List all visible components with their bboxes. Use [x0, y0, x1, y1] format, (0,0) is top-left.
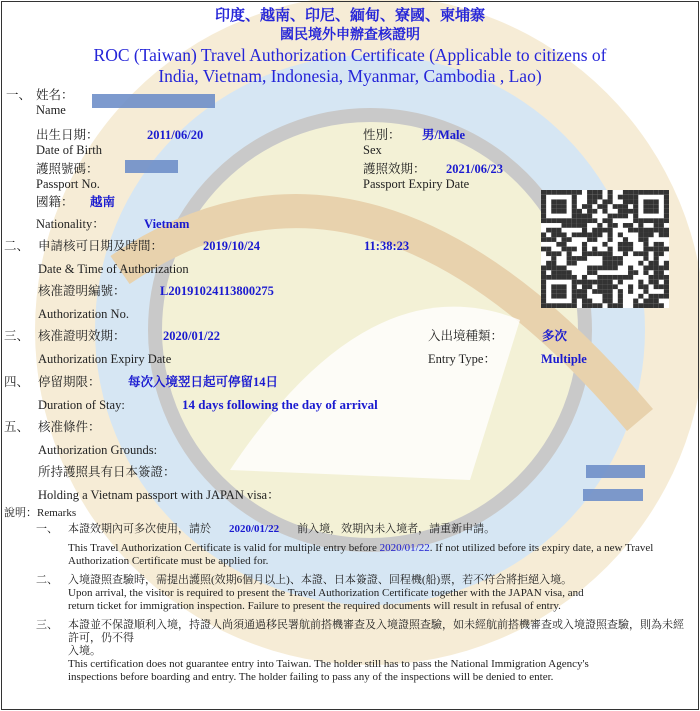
auth-datetime-label-en: Date & Time of Authorization: [38, 262, 189, 276]
redacted-passport-no: [125, 160, 178, 173]
remark-1-en: [68, 542, 694, 568]
sex-value: 男/Male: [422, 128, 466, 142]
remark-3: [36, 619, 694, 684]
auth-date-value: 2019/10/24: [203, 239, 260, 253]
remarks-label: 說明：Remarks: [4, 507, 77, 519]
dob-value: 2011/06/20: [147, 128, 204, 142]
grounds-label-zh: 核准條件：: [38, 420, 101, 434]
remarks-list: [36, 523, 694, 690]
remark-1: [36, 523, 694, 568]
section-2-number: 二、: [4, 239, 30, 253]
sex-label-en: Sex: [363, 143, 382, 157]
passport-label-en: Passport No.: [36, 177, 100, 191]
expiry-value: 2020/01/22: [163, 329, 220, 343]
remark-2-en-1: Upon arrival, the visitor is required to present the Travel Authorization Certificate together with the JAPAN visa, and: [68, 587, 584, 599]
name-label-en: Name: [36, 103, 66, 117]
remark-3-number: 三、: [36, 619, 58, 631]
grounds-label-en: Authorization Grounds:: [38, 443, 158, 457]
redacted-visa-info-1: [586, 465, 645, 478]
redacted-name: [92, 94, 215, 108]
qr-code: [541, 190, 669, 308]
stay-value: 14 days following the day of arrival: [182, 397, 378, 412]
dob-label-en: Date of Birth: [36, 143, 102, 157]
remark-1-zh-b: 前入境，效期內未入境者，請重新申請。: [297, 523, 496, 535]
auth-datetime-label-zh: 申請核可日期及時間：: [38, 239, 164, 253]
entry-type-label-en: Entry Type：: [428, 352, 496, 366]
expiry-label-zh: 核准證明效期：: [38, 329, 126, 343]
stay-label-zh: 停留期限：: [38, 375, 101, 389]
name-label-zh: 姓名：: [36, 88, 74, 102]
passport-expiry-value: 2021/06/23: [446, 162, 503, 176]
remark-2-number: 二、: [36, 574, 58, 586]
remark-1-zh-a: 本證效期內可多次使用，請於: [68, 523, 211, 535]
remark-2-en-2: return ticket for immigration inspection. Failure to present the required documents will result in refusal of entry.: [68, 600, 561, 612]
expiry-label-en: Authorization Expiry Date: [38, 352, 172, 366]
sex-label-zh: 性別：: [363, 128, 401, 142]
stay-label-en: Duration of Stay:: [38, 398, 125, 412]
stay-value-zh: 每次入境翌日起可停留14日: [128, 375, 279, 389]
nationality-label-en: Nationality：: [36, 217, 105, 231]
section-5-number: 五、: [4, 420, 30, 434]
remark-3-en-2: inspections before boarding and entry. The holder failing to pass any of the inspections will be denied to enter.: [68, 671, 554, 683]
nationality-value-zh: 越南: [90, 195, 116, 209]
passport-expiry-label-zh: 護照效期：: [363, 162, 426, 176]
entry-type-label-zh: 入出境種類：: [428, 329, 504, 343]
remark-3-zh-1: 本證並不保證順利入境，持證人尚須通過移民署航前搭機審查及入境證照查驗，如未經航前搭機審查或入境證照查驗，則為未經許可，仍不得: [68, 619, 684, 644]
dob-label-zh: 出生日期：: [36, 128, 99, 142]
nationality-label-zh: 國籍：: [36, 195, 74, 209]
nationality-value: Vietnam: [144, 217, 190, 231]
auth-no-label-en: Authorization No.: [38, 307, 129, 321]
section-1-number: 一、: [6, 88, 32, 102]
remark-3-en-1: This certification does not guarantee entry into Taiwan. The holder still has to pass the National Immigration Agency's: [68, 658, 589, 670]
remark-2-zh: 入境證照查驗時，需提出護照(效期6個月以上)、本證、日本簽證、回程機(船)票，若不符合將拒絕入境。: [68, 574, 573, 586]
section-4-number: 四、: [4, 375, 30, 389]
remark-1-en-a: This Travel Authorization Certificate is valid for multiple entry before: [68, 542, 380, 554]
auth-time-value: 11:38:23: [364, 239, 410, 253]
passport-label-zh: 護照號碼：: [36, 162, 99, 176]
entry-type-value: Multiple: [541, 352, 587, 366]
japan-visa-label-en: Holding a Vietnam passport with JAPAN visa：: [38, 488, 280, 502]
remark-1-date: 2020/01/22: [229, 523, 280, 535]
remark-1-number: 一、: [36, 523, 58, 535]
japan-visa-label-zh: 所持護照具有日本簽證：: [38, 465, 176, 479]
remark-3-zh-2: 入境。: [68, 645, 101, 657]
title-en-line1: ROC (Taiwan) Travel Authorization Certificate (Applicable to citizens of: [93, 45, 607, 65]
passport-expiry-label-en: Passport Expiry Date: [363, 177, 470, 191]
title-en-line2: India, Vietnam, Indonesia, Myanmar, Cambodia , Lao): [158, 66, 542, 86]
remark-1-en-b: . If not utilized before its expiry date,: [429, 542, 594, 554]
redacted-visa-info-2: [583, 489, 643, 501]
remark-2: [36, 574, 694, 613]
entry-type-value-zh: 多次: [542, 329, 568, 343]
remark-1-en-date: 2020/01/22: [379, 542, 430, 554]
auth-no-value: L20191024113800275: [160, 284, 274, 298]
section-3-number: 三、: [4, 329, 30, 343]
auth-no-label-zh: 核准證明編號：: [38, 284, 126, 298]
title-zh: 國民境外申辦查核證明: [280, 28, 420, 43]
remark-1-en-c: a new Travel Authorization Certificate must be applied for.: [68, 542, 654, 567]
countries-heading: 印度、越南、印尼、緬甸、寮國、柬埔寨: [214, 8, 485, 24]
